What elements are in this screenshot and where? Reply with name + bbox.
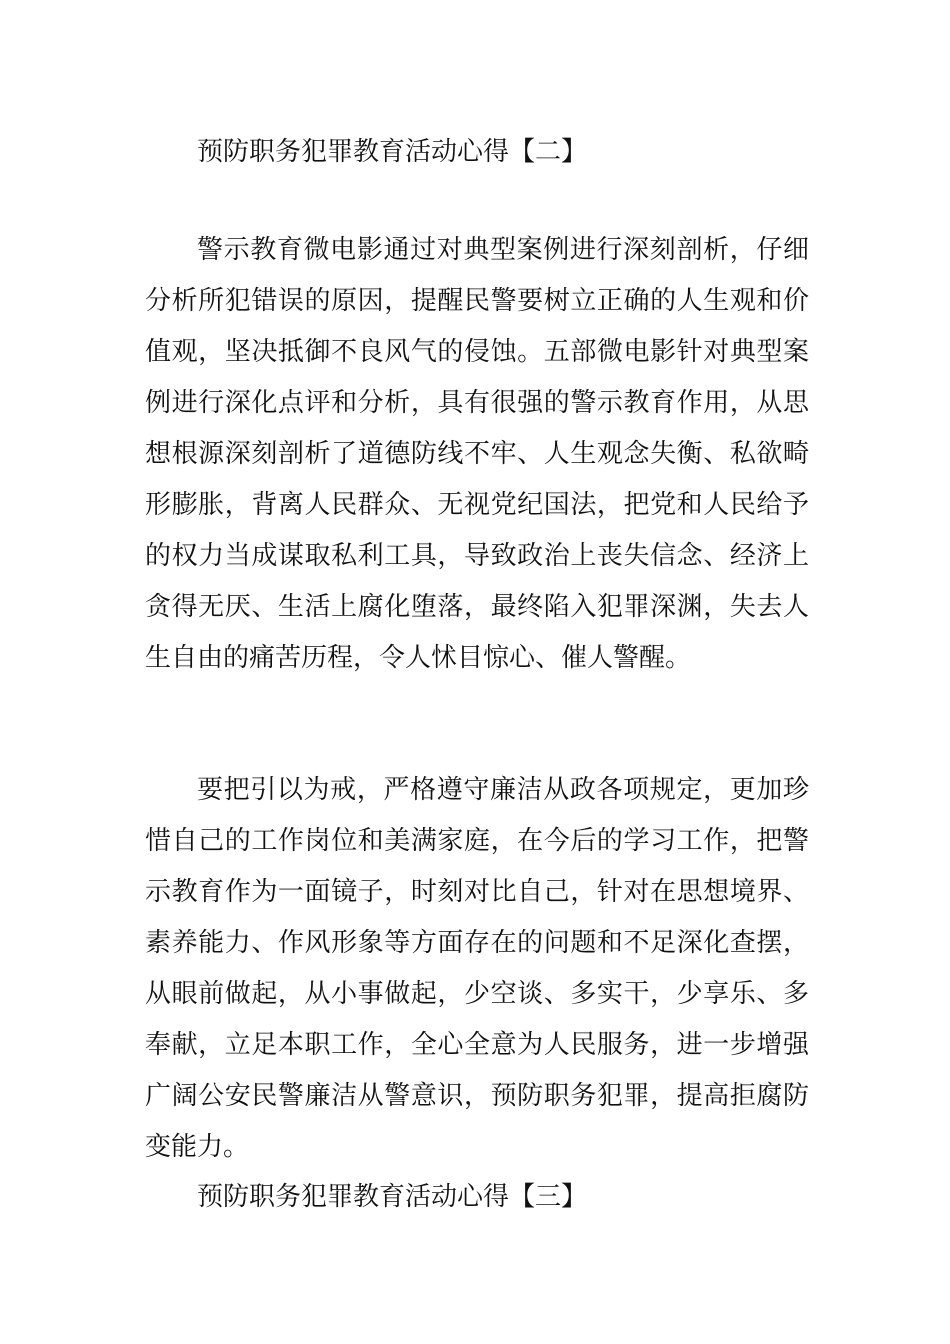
paragraph-2: 要把引以为戒，严格遵守廉洁从政各项规定，更加珍惜自己的工作岗位和美满家庭，在今后的学习工作，把警示教育作为一面镜子，时刻对比自己，针对在思想境界、素养能力、作风形象等方面存在的问题和不足深化查摆，从眼前做起，从小事做起，少空谈、多实干，少享乐、多奉献，立足本职工作，全心全意为人民服务，进一步增强广阔公安民警廉洁从警意识，预防职务犯罪，提高拒腐防变能力。 [145, 775, 809, 1162]
section-heading-2: 预防职务犯罪教育活动心得【二】 [197, 137, 588, 167]
section-heading-3: 预防职务犯罪教育活动心得【三】 [197, 1182, 588, 1212]
paragraph-1: 警示教育微电影通过对典型案例进行深刻剖析，仔细分析所犯错误的原因，提醒民警要树立正确的人生观和价值观，坚决抵御不良风气的侵蚀。五部微电影针对典型案例进行深化点评和分析，具有很强的警示教育作用，从思想根源深刻剖析了道德防线不牢、人生观念失衡、私欲畸形膨胀，背离人民群众、无视党纪国法，把党和人民给予的权力当成谋取私利工具，导致政治上丧失信念、经济上贪得无厌、生活上腐化堕落，最终陷入犯罪深渊，失去人生自由的痛苦历程，令人怵目惊心、催人警醒。 [145, 235, 809, 673]
